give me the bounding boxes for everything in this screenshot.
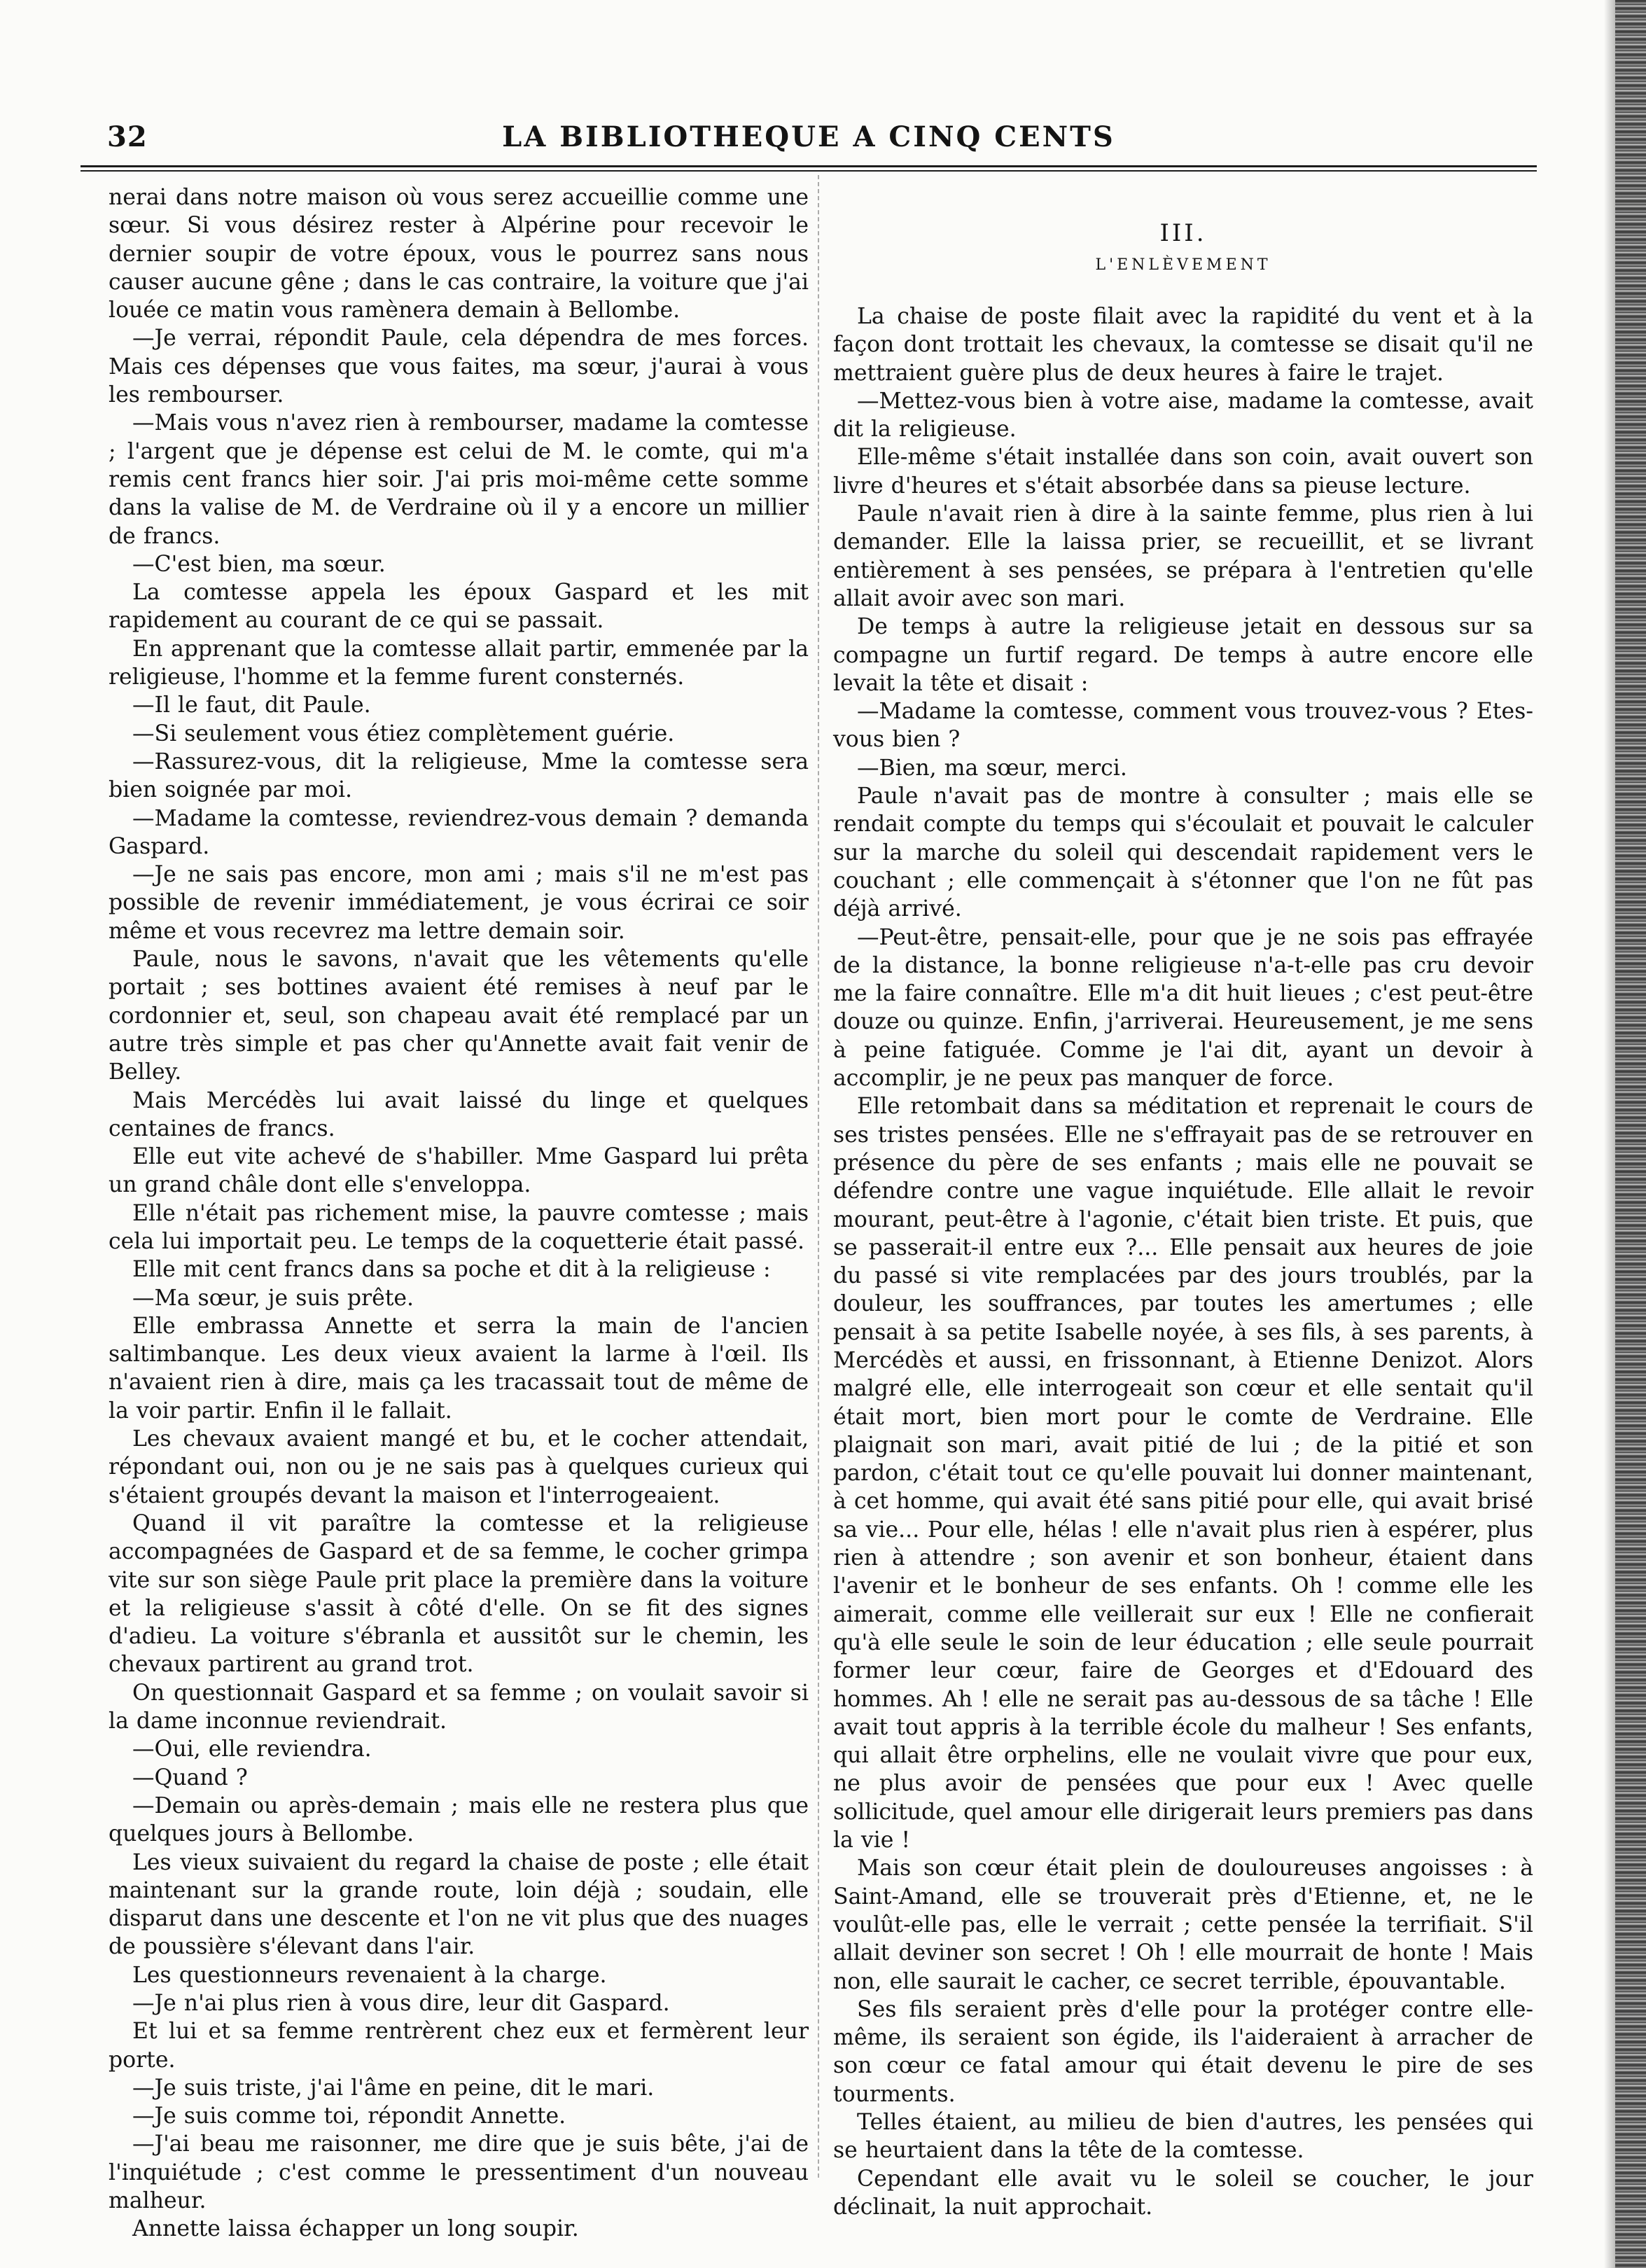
paragraph: —Si seulement vous étiez complètement guérie. [132,721,675,746]
page-number: 32 [107,120,148,153]
paragraph: La chaise de poste filait avec la rapidité du vent et à la façon dont trottait les chevaux, la comtesse se disait qu'il ne mettraient guère plus de deux heures à faire le trajet. [833,304,1533,386]
paragraph: On questionnait Gaspard et sa femme ; on voulait savoir si la dame inconnue reviendrait. [109,1680,809,1734]
paragraph: Mais Mercédès lui avait laissé du linge et quelques centaines de francs. [109,1087,809,1141]
paragraph: —Quand ? [132,1765,248,1790]
paragraph: —Oui, elle reviendra. [132,1737,372,1762]
paragraph: —Madame la comtesse, reviendrez-vous demain ? demanda Gaspard. [109,805,809,859]
paragraph: Les questionneurs revenaient à la charge. [132,1962,607,1988]
paragraph: Elle retombait dans sa méditation et reprenait le cours de ses tristes pensées. Elle ne s'effrayait pas de se retrouver en présence du père de ses enfants ; mais elle ne pouvait se défendre contre une vague inquiétude. Elle allait le revoir mourant, peut-être à l'agonie, c'était bien triste. Et puis, que se passerait-il entre eux ?... Elle pensait aux heures de joie du passé si vite remplacées par des jours troublés, par la douleur, les souffrances, par toutes les amertumes ; elle pensait à sa petite Isabelle noyée, à ses fils, à ses parents, à Mercédès et aussi, en frissonnant, à Etienne Denizot. Alors malgré elle, elle interrogeait son cœur et elle sentait qu'il était mort, bien mort pour le comte de Verdraine. Elle plaignait son mari, avait pitié de lui ; de la pitié et son pardon, c'était tout ce qu'elle pouvait lui donner maintenant, à cet homme, qui avait été sans pitié pour elle, qui avait brisé sa vie... Pour elle, hélas ! elle n'avait plus rien à espérer, plus rien à attendre ; son avenir et son bonheur, étaient dans l'avenir et le bonheur de ses enfants. Oh ! comme elle les aimerait, comme elle veillerait sur eux ! Elle ne confierait qu'à elle seule le soin de leur éducation ; elle seule pourrait former leur cœur, faire de Georges et d'Edouard des hommes. Ah ! elle ne serait pas au-dessous de sa tâche ! Elle avait tout appris à la terrible école du malheur ! Ses enfants, qui allait être orphelins, elle ne voulait vivre que pour eux, ne plus avoir de pensées que pour eux ! Avec quelle sollicitude, quel amour elle dirigerait leurs premiers pas dans la vie ! [833,1094,1533,1853]
right-column [833,183,1533,2221]
paragraph: Ses fils seraient près d'elle pour la protéger contre elle-même, ils seraient son égide, ils l'aideraient à arracher de son cœur ce fatal amour qui était devenu le pire de ses tourments. [833,1996,1533,2107]
paragraph: —Ma sœur, je suis prête. [132,1285,414,1311]
paragraph: Elle n'était pas richement mise, la pauvre comtesse ; mais cela lui importait peu. Le temps de la coquetterie était passé. [109,1200,809,1254]
paragraph: Mais son cœur était plein de douloureuses angoisses : à Saint-Amand, elle se trouverait près d'Etienne, et, ne le voulût-elle pas, elle le verrait ; cette pensée la terrifiait. S'il allait deviner son secret ! Oh ! elle mourrait de honte ! Mais non, elle saurait le cacher, ce secret terrible, épouvantable. [833,1856,1533,1994]
paragraph: Cependant elle avait vu le soleil se coucher, le jour déclinait, la nuit approchait. [833,2166,1533,2220]
header-rule-bottom [81,170,1537,172]
chapter-number: III. [1159,219,1207,247]
left-column [109,183,809,2243]
paragraph: Elle-même s'était installée dans son coin, avait ouvert son livre d'heures et s'était absorbée dans sa pieuse lecture. [833,445,1533,499]
binding-edge [1615,0,1646,2268]
paragraph: —Peut-être, pensait-elle, pour que je ne sois pas effrayée de la distance, la bonne religieuse n'a-t-elle pas cru devoir me la faire connaître. Elle m'a dit huit lieues ; c'est peut-être douze ou quinze. Enfin, j'arriverai. Heureusement, je me sens à peine fatiguée. Comme je l'ai dit, ayant un devoir à accomplir, je ne peux pas manquer de force. [833,924,1533,1092]
paragraph: Les chevaux avaient mangé et bu, et le cocher attendait, répondant oui, non ou je ne sais pas à quelques curieux qui s'étaient groupés devant la maison et l'interrogeaient. [109,1426,809,1508]
paragraph: Annette laissa échapper un long soupir. [132,2216,579,2242]
paragraph: —J'ai beau me raisonner, me dire que je suis bête, j'ai de l'inquiétude ; c'est comme le pressentiment d'un nouveau malheur. [109,2131,809,2214]
paragraph: —Mais vous n'avez rien à rembourser, madame la comtesse ; l'argent que je dépense est celui de M. le comte, qui m'a remis cent francs hier soir. J'ai pris moi-même cette somme dans la valise de M. de Verdraine où il y a encore un millier de francs. [109,410,809,549]
paragraph: Et lui et sa femme rentrèrent chez eux et fermèrent leur porte. [109,2019,809,2073]
column-divider [818,175,819,2178]
paragraph: —Mettez-vous bien à votre aise, madame la comtesse, avait dit la religieuse. [833,388,1533,443]
binding-shadow [1604,0,1615,2268]
chapter-title: L'ENLÈVEMENT [1095,256,1271,274]
paragraph: —Je verrai, répondit Paule, cela dépendra de mes forces. Mais ces dépenses que vous faites, ma sœur, j'aurai à vous les rembourser. [109,326,809,408]
paragraph: —Il le faut, dit Paule. [132,693,371,718]
paragraph: Telles étaient, au milieu de bien d'autres, les pensées qui se heurtaient dans la tête de la comtesse. [833,2110,1533,2164]
paragraph: Elle mit cent francs dans sa poche et dit à la religieuse : [132,1257,771,1283]
paragraph: Les vieux suivaient du regard la chaise de poste ; elle était maintenant sur la grande route, loin déjà ; soudain, elle disparut dans une descente et l'on ne vit plus que des nuages de poussière s'élevant dans l'air. [109,1849,809,1960]
paragraph: Paule n'avait pas de montre à consulter ; mais elle se rendait compte du temps qui s'écoulait et pouvait le calculer sur la marche du soleil qui descendait rapidement vers le couchant ; elle commençait à s'étonner que l'on ne fût pas déjà arrivé. [833,784,1533,922]
paragraph: De temps à autre la religieuse jetait en dessous sur sa compagne un furtif regard. De temps à autre encore elle levait la tête et disait : [833,614,1533,696]
page-header [81,120,1537,162]
paragraph: En apprenant que la comtesse allait partir, emmenée par la religieuse, l'homme et la femme furent consternés. [109,636,809,690]
paragraph: —Rassurez-vous, dit la religieuse, Mme la comtesse sera bien soignée par moi. [109,749,809,803]
paragraph: La comtesse appela les époux Gaspard et les mit rapidement au courant de ce qui se passait. [109,580,809,634]
running-title: LA BIBLIOTHEQUE A CINQ CENTS [502,120,1115,153]
paragraph: nerai dans notre maison où vous serez accueillie comme une sœur. Si vous désirez rester à Alpérine pour recevoir le dernier soupir de votre époux, vous le pourrez sans nous causer aucune gêne ; dans le cas contraire, la voiture que j'ai louée ce matin vous ramènera demain à Bellombe. [109,185,809,323]
paragraph: —C'est bien, ma sœur. [132,551,386,577]
paragraph: —Madame la comtesse, comment vous trouvez-vous ? Etes-vous bien ? [833,699,1533,753]
paragraph: Elle embrassa Annette et serra la main de l'ancien saltimbanque. Les deux vieux avaient la larme à l'œil. Ils n'avaient rien à dire, mais ça les tracassait tout de même de la voir partir. Enfin il le fallait. [109,1313,809,1424]
paragraph: Elle eut vite achevé de s'habiller. Mme Gaspard lui prêta un grand châle dont elle s'enveloppa. [109,1144,809,1198]
paragraph: —Je suis triste, j'ai l'âme en peine, dit le mari. [132,2075,655,2101]
paragraph: Quand il vit paraître la comtesse et la religieuse accompagnées de Gaspard et de sa femme, le cocher grimpa vite sur son siège Paule prit place la première dans la voiture et la religieuse s'assit à côté d'elle. On se fit des signes d'adieu. La voiture s'ébranla et aussitôt sur le chemin, les chevaux partirent au grand trot. [109,1510,809,1678]
paragraph: —Je suis comme toi, répondit Annette. [132,2103,566,2129]
paragraph: Paule, nous le savons, n'avait que les vêtements qu'elle portait ; ses bottines avaient été remises à neuf par le cordonnier et, seul, son chapeau avait été remplacé par un autre très simple et pas cher qu'Annette avait fait venir de Belley. [109,947,809,1085]
paragraph: —Je n'ai plus rien à vous dire, leur dit Gaspard. [132,1991,670,2016]
header-rule-top [81,165,1537,167]
paragraph: —Je ne sais pas encore, mon ami ; mais s'il ne m'est pas possible de revenir immédiatement, je vous écrirai ce soir même et vous recevrez ma lettre demain soir. [109,862,809,944]
paragraph: Paule n'avait rien à dire à la sainte femme, plus rien à lui demander. Elle la laissa prier, se recueillit, et se livrant entièrement à ses pensées, se prépara à l'entretien qu'elle allait avoir avec son mari. [833,501,1533,611]
paragraph: —Bien, ma sœur, merci. [857,755,1127,781]
paragraph: —Demain ou après-demain ; mais elle ne restera plus que quelques jours à Bellombe. [109,1793,809,1847]
